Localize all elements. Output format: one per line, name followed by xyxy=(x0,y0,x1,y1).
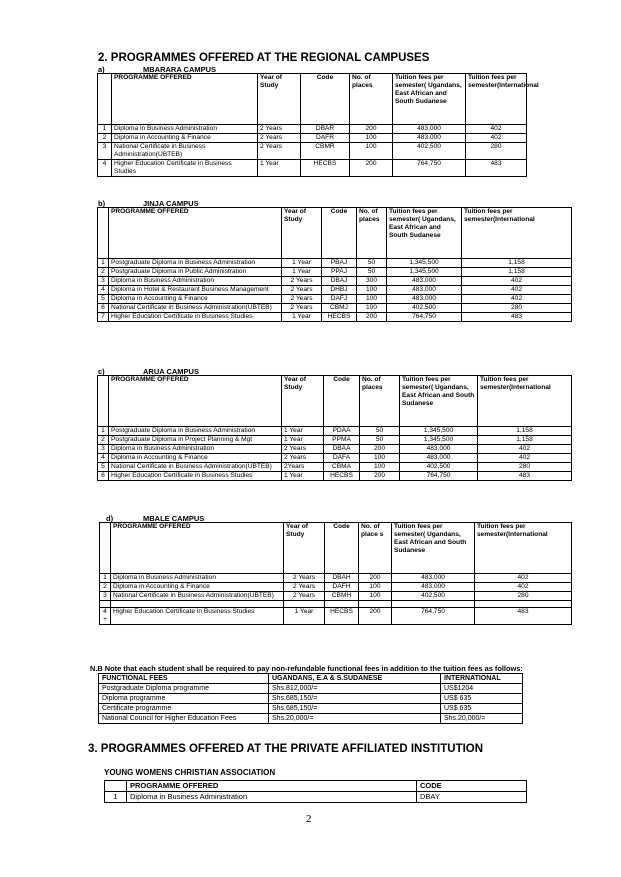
header-programme: PROGRAMME OFFERED xyxy=(112,74,258,125)
fees-type: Postgraduate Diploma programme xyxy=(99,684,269,694)
fees-type: Diploma programme xyxy=(99,694,269,704)
header-fees-ea: Tuition fees per semester( Ugandans, East African and South Sudanese xyxy=(392,523,475,574)
row-fees-intl: 402 xyxy=(475,583,572,592)
row-programme: Diploma in Accounting & Finance xyxy=(111,583,284,592)
row-no: 3 xyxy=(98,445,109,454)
row-no: 2 xyxy=(98,134,112,143)
header-programme: PROGRAMME OFFERED xyxy=(111,523,284,574)
header-places: No. of places xyxy=(360,376,400,427)
ywca-header-programme: PROGRAMME OFFERED xyxy=(127,781,417,792)
row-places: 100 xyxy=(360,454,400,463)
row-code: CBMA xyxy=(324,463,360,472)
table-header-row xyxy=(98,376,572,427)
row-no: 1 xyxy=(98,259,109,268)
header-programme: PROGRAMME OFFERED xyxy=(109,208,282,259)
row-fees-ea: 402,500 xyxy=(387,304,462,313)
fees-intl: US$ 635 xyxy=(441,704,523,714)
row-fees-intl: 402 xyxy=(462,286,572,295)
table-row xyxy=(98,472,572,481)
row-places: 100 xyxy=(357,295,387,304)
row-no: 6 xyxy=(98,472,109,481)
header-no xyxy=(98,376,109,427)
row-places: 100 xyxy=(359,592,392,601)
row-code: HECBS xyxy=(301,160,350,177)
row-programme: National Certificate in Business Administration(UBTEB) xyxy=(111,592,284,601)
header-no xyxy=(98,208,109,259)
header-code: Code xyxy=(322,208,357,259)
row-places: 300 xyxy=(357,277,387,286)
row-programme: Postgraduate Diploma in Public Administration xyxy=(109,268,282,277)
row-year: 2 Years xyxy=(282,286,322,295)
row-year: 2 Years xyxy=(258,125,301,134)
table-row xyxy=(98,125,527,134)
row-code: DAFJ xyxy=(322,295,357,304)
table-row xyxy=(98,160,527,177)
row-year: 1 Year xyxy=(282,259,322,268)
row-year: 2 Years xyxy=(284,592,325,601)
header-places: No. of place s xyxy=(359,523,392,574)
row-code: DBAA xyxy=(324,445,360,454)
row-fees-ea: 483,000 xyxy=(400,445,478,454)
row-code: CBMJ xyxy=(322,304,357,313)
fees-type: Certificate programme xyxy=(99,704,269,714)
row-fees-intl: 280 xyxy=(462,304,572,313)
row-code: DHBJ xyxy=(322,286,357,295)
fees-header-row xyxy=(99,674,523,684)
table-row xyxy=(100,574,572,583)
fees-ea: Shs.20,000/= xyxy=(269,714,441,724)
row-no xyxy=(100,608,111,625)
row-code: PBAJ xyxy=(322,259,357,268)
table-row xyxy=(98,427,572,436)
row-fees-intl: 1,158 xyxy=(478,427,572,436)
row-fees-intl: 402 xyxy=(466,134,527,143)
row-year: 2 Years xyxy=(282,295,322,304)
row-fees-ea: 483,000 xyxy=(392,583,475,592)
campus-c-letter: c) xyxy=(98,367,105,376)
campus-c-name: ARUA CAMPUS xyxy=(143,367,199,376)
row-fees-ea: 483,000 xyxy=(387,277,462,286)
header-year: Year of Study xyxy=(258,74,301,125)
table-header-row xyxy=(98,74,527,125)
row-places: 200 xyxy=(360,472,400,481)
row-fees-ea: 483,000 xyxy=(400,454,478,463)
row-no: 5 xyxy=(98,463,109,472)
ywca-name: YOUNG WOMENS CHRISTIAN ASSOCIATION xyxy=(104,768,276,777)
row-code: PDAA xyxy=(324,427,360,436)
table-row xyxy=(98,463,572,472)
row-programme: Postgraduate Diploma in Project Planning & Mgt xyxy=(109,436,282,445)
row-places: 200 xyxy=(359,608,392,625)
row-fees-intl: 402 xyxy=(475,574,572,583)
row-fees-intl: 280 xyxy=(466,143,527,160)
row-code: DAFA xyxy=(324,454,360,463)
header-fees-intl: Tuition fees per semester(International xyxy=(475,523,572,574)
fees-intl: US$1204 xyxy=(441,684,523,694)
table-row xyxy=(98,454,572,463)
row-year: 2 Years xyxy=(258,134,301,143)
table-row xyxy=(98,445,572,454)
row-no: 4 xyxy=(98,286,109,295)
row-places: 200 xyxy=(350,125,393,134)
row-programme: National Certificate in Business Administration(UBTEB) xyxy=(112,143,258,160)
table-spacer-row xyxy=(100,601,572,608)
header-year: Year of Study xyxy=(282,208,322,259)
campus-d-letter: d) xyxy=(106,514,114,523)
header-code: Code xyxy=(325,523,359,574)
row-year: 1 Year xyxy=(258,160,301,177)
fees-ea: Shs.685,150/= xyxy=(269,704,441,714)
row-fees-ea: 483,000 xyxy=(393,125,466,134)
row-year: 1 Year xyxy=(282,268,322,277)
row-fees-intl: 1,158 xyxy=(462,268,572,277)
table-row xyxy=(98,277,572,286)
ywca-header-row xyxy=(105,781,527,792)
row-programme: Diploma in Accounting & Finance xyxy=(109,454,282,463)
table-row xyxy=(99,684,523,694)
row-no: 2 xyxy=(98,268,109,277)
header-places: No. of places xyxy=(350,74,393,125)
row-programme: Diploma in Business Administration xyxy=(127,792,417,803)
section-3-title: 3. PROGRAMMES OFFERED AT THE PRIVATE AFFILIATED INSTITUTION xyxy=(88,743,484,755)
row-year: 2 Years xyxy=(284,583,325,592)
campus-b-name: JINJA CAMPUS xyxy=(143,199,199,208)
row-no: 3 xyxy=(100,592,111,601)
row-no: 1 xyxy=(100,574,111,583)
row-year: 2 Years xyxy=(282,277,322,286)
table-row xyxy=(99,714,523,724)
row-fees-ea: 764,750 xyxy=(400,472,478,481)
row-fees-ea: 483,000 xyxy=(387,286,462,295)
row-year: 2 Years xyxy=(282,454,324,463)
functional-fees-table xyxy=(98,673,523,724)
header-places: No. of places xyxy=(357,208,387,259)
header-no xyxy=(98,74,112,125)
row-fees-intl: 483 xyxy=(466,160,527,177)
campus-b-letter: b) xyxy=(98,199,106,208)
header-fees-intl: Tuition fees per semester(International xyxy=(466,74,527,125)
row-year: 2 Years xyxy=(284,574,325,583)
fees-ea: Shs.812,000/= xyxy=(269,684,441,694)
row-year: 1 Year xyxy=(284,608,325,625)
page-number: 2 xyxy=(306,813,312,825)
row-no-value: 4 xyxy=(103,608,107,615)
row-fees-intl: 402 xyxy=(478,454,572,463)
row-fees-ea: 764,750 xyxy=(392,608,475,625)
row-no: 4 xyxy=(98,454,109,463)
row-places: 200 xyxy=(357,313,387,322)
row-code: PPAJ xyxy=(322,268,357,277)
row-code: CBMH xyxy=(325,592,359,601)
fees-header-ea: UGANDANS, E.A & S.SUDANESE xyxy=(269,674,441,684)
mbale-table xyxy=(99,522,572,625)
row-no: 1 xyxy=(98,125,112,134)
row-fees-intl: 402 xyxy=(462,295,572,304)
row-fees-ea: 402,500 xyxy=(393,143,466,160)
row-no: 2 xyxy=(100,583,111,592)
table-row xyxy=(100,583,572,592)
ywca-header-no xyxy=(105,781,127,792)
row-fees-ea: 1,345,500 xyxy=(400,427,478,436)
row-fees-intl: 402 xyxy=(478,445,572,454)
row-no: 6 xyxy=(98,304,109,313)
row-programme: Higher Education Certificate in Business Studies xyxy=(111,608,284,625)
fees-ea: Shs.685,150/= xyxy=(269,694,441,704)
row-fees-intl: 402 xyxy=(462,277,572,286)
row-programme: Higher Education Certificate in Business Studies xyxy=(112,160,258,177)
header-programme: PROGRAMME OFFERED xyxy=(109,376,282,427)
fees-type: National Council for Higher Education Fees xyxy=(99,714,269,724)
row-places: 100 xyxy=(350,134,393,143)
fees-intl: US$ 635 xyxy=(441,694,523,704)
ywca-table xyxy=(104,780,527,803)
row-places: 100 xyxy=(357,304,387,313)
row-fees-intl: 402 xyxy=(466,125,527,134)
header-fees-intl: Tuition fees per semester(International xyxy=(462,208,572,259)
row-programme: Diploma in Hotel & Restaurant Business Management xyxy=(109,286,282,295)
row-year: 1 Year xyxy=(282,472,324,481)
row-code: PPMA xyxy=(324,436,360,445)
row-fees-ea: 402,500 xyxy=(392,592,475,601)
table-row xyxy=(98,143,527,160)
table-header-row xyxy=(100,523,572,574)
mbarara-table xyxy=(97,73,539,177)
row-code: DBAH xyxy=(325,574,359,583)
row-programme: Diploma in Accounting & Finance xyxy=(109,295,282,304)
row-year: 2Years xyxy=(282,463,324,472)
header-no xyxy=(100,523,111,574)
table-header-row xyxy=(98,208,572,259)
row-code: HECBS xyxy=(325,608,359,625)
table-row xyxy=(100,608,572,625)
row-no: 3 xyxy=(98,277,109,286)
section-2-title: 2. PROGRAMMES OFFERED AT THE REGIONAL CAMPUSES xyxy=(98,52,430,64)
row-places: 100 xyxy=(359,583,392,592)
row-fees-intl: 280 xyxy=(478,463,572,472)
row-fees-intl: 1,158 xyxy=(478,436,572,445)
row-programme: Higher Education Certificate in Business Studies xyxy=(109,313,282,322)
table-row xyxy=(98,259,572,268)
table-row xyxy=(98,313,572,322)
row-fees-ea: 483,000 xyxy=(392,574,475,583)
row-fees-ea: 764,750 xyxy=(387,313,462,322)
row-places: 100 xyxy=(360,463,400,472)
row-places: 200 xyxy=(360,445,400,454)
fees-header-type: FUNCTIONAL FEES xyxy=(99,674,269,684)
row-no: 1 xyxy=(105,792,127,803)
header-fees-ea: Tuition fees per semester( Ugandans, East African and South Sudanese xyxy=(393,74,466,125)
row-fees-intl: 280 xyxy=(475,592,572,601)
row-code: DBAJ xyxy=(322,277,357,286)
arua-table xyxy=(97,375,572,481)
row-fees-ea: 764,750 xyxy=(393,160,466,177)
row-fees-intl: 483 xyxy=(478,472,572,481)
row-places: 50 xyxy=(360,427,400,436)
row-code: DAFR xyxy=(301,134,350,143)
row-places: 50 xyxy=(357,268,387,277)
row-places: 200 xyxy=(359,574,392,583)
row-code: DAFH xyxy=(325,583,359,592)
row-no: 4 xyxy=(98,160,112,177)
header-year: Year of Study xyxy=(284,523,325,574)
nb-note: N.B Note that each student shall be required to pay non-refundable functional fees in addition to the tuition fees as follows: xyxy=(90,664,523,673)
header-fees-ea: Tuition fees per semester( Ugandans, East African and South Sudanese xyxy=(400,376,478,427)
row-extra-mark: + xyxy=(103,616,107,623)
row-places: 50 xyxy=(360,436,400,445)
row-places: 100 xyxy=(350,143,393,160)
campus-a-name: MBARARA CAMPUS xyxy=(143,65,217,74)
row-programme: National Certificate in Business Administration(UBTEB) xyxy=(109,463,282,472)
table-row xyxy=(99,694,523,704)
row-no: 5 xyxy=(98,295,109,304)
row-programme: Diploma in Accounting & Finance xyxy=(112,134,258,143)
row-programme: National Certificate in Business Administration(UBTEB) xyxy=(109,304,282,313)
row-no: 7 xyxy=(98,313,109,322)
row-fees-ea: 1,345,500 xyxy=(400,436,478,445)
row-programme: Diploma in Business Administration xyxy=(111,574,284,583)
row-fees-intl: 1,158 xyxy=(462,259,572,268)
row-code: CBMR xyxy=(301,143,350,160)
row-year: 1 Year xyxy=(282,436,324,445)
row-code: DBAY xyxy=(417,792,527,803)
row-no: 2 xyxy=(98,436,109,445)
row-code: HECBS xyxy=(322,313,357,322)
table-row xyxy=(98,295,572,304)
row-year: 2 Years xyxy=(258,143,301,160)
table-row xyxy=(99,704,523,714)
header-fees-ea: Tuition fees per semester( Ugandans, East African and South Sudanese xyxy=(387,208,462,259)
row-no: 1 xyxy=(98,427,109,436)
fees-intl: Shs.20,000/= xyxy=(441,714,523,724)
row-fees-ea: 1,345,500 xyxy=(387,259,462,268)
row-year: 1 Year xyxy=(282,313,322,322)
ywca-header-code: CODE xyxy=(417,781,527,792)
table-row xyxy=(98,304,572,313)
row-code: HECBS xyxy=(324,472,360,481)
table-row xyxy=(100,592,572,601)
table-row xyxy=(98,436,572,445)
table-row xyxy=(98,286,572,295)
row-fees-ea: 1,345,500 xyxy=(387,268,462,277)
row-programme: Higher Education Certificate in Business Studies xyxy=(109,472,282,481)
header-year: Year of Study xyxy=(282,376,324,427)
jinja-table xyxy=(97,207,572,322)
header-fees-intl: Tuition fees per semester(International xyxy=(478,376,572,427)
row-fees-intl: 483 xyxy=(475,608,572,625)
row-programme: Diploma in Business Administration xyxy=(109,277,282,286)
row-year: 1 Year xyxy=(282,427,324,436)
row-year: 2 Years xyxy=(282,445,324,454)
header-code: Code xyxy=(324,376,360,427)
row-places: 100 xyxy=(357,286,387,295)
row-programme: Postgraduate Diploma in Business Administration xyxy=(109,259,282,268)
row-no: 3 xyxy=(98,143,112,160)
table-row xyxy=(98,268,572,277)
row-fees-intl: 483 xyxy=(462,313,572,322)
row-fees-ea: 402,500 xyxy=(400,463,478,472)
row-programme: Diploma in Business Administration xyxy=(112,125,258,134)
fees-header-intl: INTERNATIONAL xyxy=(441,674,523,684)
row-code: DBAR xyxy=(301,125,350,134)
header-code: Code xyxy=(301,74,350,125)
row-year: 2 Years xyxy=(282,304,322,313)
row-programme: Postgraduate Diploma in Business Administration xyxy=(109,427,282,436)
row-places: 50 xyxy=(357,259,387,268)
table-row xyxy=(98,134,527,143)
table-row xyxy=(105,792,527,803)
row-fees-ea: 483,000 xyxy=(387,295,462,304)
row-fees-ea: 483,000 xyxy=(393,134,466,143)
campus-a-letter: a) xyxy=(98,65,105,74)
row-programme: Diploma in Business Administration xyxy=(109,445,282,454)
row-places: 200 xyxy=(350,160,393,177)
campus-d-name: MBALE CAMPUS xyxy=(143,514,205,523)
